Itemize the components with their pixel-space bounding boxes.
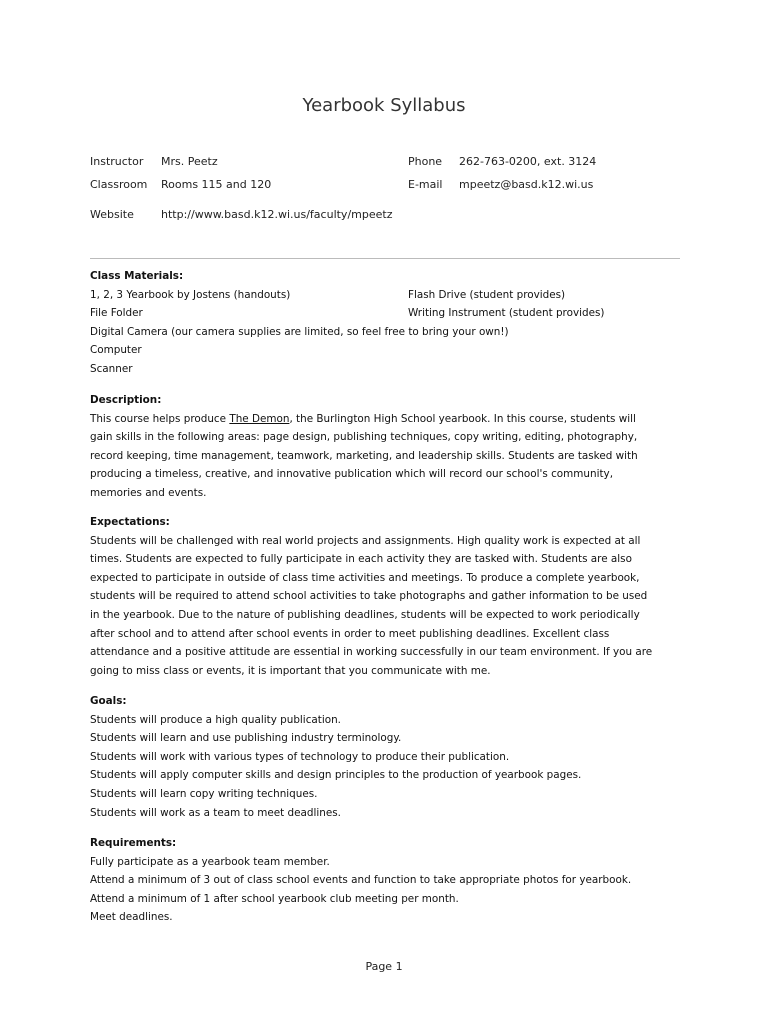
expectations-line: times. Students are expected to fully participate in each activity they are tasked with. Students are also	[90, 553, 632, 566]
requirements-line: Attend a minimum of 3 out of class school events and function to take appropriate photos for yearbook.	[90, 874, 632, 887]
expectations-line: expected to participate in outside of class time activities and meetings. To produce a complete yearbook,	[90, 571, 640, 584]
requirements-line: Attend a minimum of 1 after school yearbook club meeting per month.	[90, 892, 459, 905]
expectations-line: Students will be challenged with real world projects and assignments. High quality work is expected at all	[90, 534, 641, 547]
materials-item: 1, 2, 3 Yearbook by Jostens (handouts)	[90, 288, 291, 301]
materials-item: File Folder	[90, 307, 143, 320]
expectations-heading: Expectations:	[90, 516, 170, 528]
description-text: This course helps produce	[90, 412, 230, 425]
classroom-label: Classroom	[90, 178, 148, 191]
materials-row	[90, 286, 690, 305]
description-line: memories and events.	[90, 486, 207, 499]
email-value: mpeetz@basd.k12.wi.us	[459, 178, 594, 191]
website-label: Website	[90, 208, 134, 221]
expectations-section	[90, 513, 690, 680]
materials-item: Scanner	[90, 362, 133, 375]
expectations-line: attendance and a positive attitude are essential in working successfully in our team environment. If you are	[90, 646, 653, 659]
yearbook-name: The Demon	[229, 412, 290, 425]
goals-line: Students will produce a high quality publication.	[90, 713, 341, 726]
description-section	[90, 391, 690, 503]
goals-line: Students will work as a team to meet deadlines.	[90, 806, 341, 819]
materials-heading: Class Materials:	[90, 270, 184, 282]
instructor-value: Mrs. Peetz	[161, 155, 218, 168]
description-text: , the Burlington High School yearbook. In this course, students will	[289, 412, 636, 425]
goals-section	[90, 692, 690, 822]
goals-line: Students will learn copy writing techniques.	[90, 787, 318, 800]
materials-item: Writing Instrument (student provides)	[408, 307, 605, 320]
page-number: Page 1	[365, 960, 403, 973]
expectations-line: in the yearbook. Due to the nature of publishing deadlines, students will be expected to work periodically	[90, 608, 640, 621]
document-title: Yearbook Syllabus	[302, 95, 466, 116]
description-line: producing a timeless, creative, and innovative publication which will record our school's community,	[90, 468, 613, 481]
phone-value: 262-763-0200, ext. 3124	[459, 155, 597, 168]
goals-line: Students will apply computer skills and design principles to the production of yearbook pages.	[90, 769, 582, 782]
expectations-line: going to miss class or events, it is important that you communicate with me.	[90, 664, 491, 677]
phone-label: Phone	[408, 155, 443, 168]
divider	[90, 258, 680, 259]
classroom-value: Rooms 115 and 120	[161, 178, 272, 191]
expectations-line: after school and to attend after school events in order to meet publishing deadlines. Excellent class	[90, 627, 610, 640]
website-value: http://www.basd.k12.wi.us/faculty/mpeetz	[161, 208, 393, 221]
description-heading: Description:	[90, 394, 162, 406]
requirements-line: Fully participate as a yearbook team member.	[90, 855, 330, 868]
goals-line: Students will work with various types of technology to produce their publication.	[90, 750, 510, 763]
description-line	[90, 410, 690, 429]
expectations-line: students will be required to attend school activities to take photographs and gather information to be used	[90, 590, 648, 603]
instructor-label: Instructor	[90, 155, 144, 168]
description-line: record keeping, time management, teamwork, marketing, and leadership skills. Students are tasked with	[90, 449, 638, 462]
description-line: gain skills in the following areas: page design, publishing techniques, copy writing, editing, photography,	[90, 431, 638, 444]
requirements-section	[90, 834, 690, 927]
goals-line: Students will learn and use publishing industry terminology.	[90, 732, 402, 745]
materials-row	[90, 304, 690, 323]
materials-item: Computer	[90, 344, 142, 357]
requirements-heading: Requirements:	[90, 837, 177, 849]
materials-section	[90, 267, 690, 379]
materials-item: Digital Camera (our camera supplies are limited, so feel free to bring your own!)	[90, 325, 509, 338]
goals-heading: Goals:	[90, 695, 127, 707]
materials-item: Flash Drive (student provides)	[408, 288, 566, 301]
email-label: E-mail	[408, 178, 443, 191]
requirements-line: Meet deadlines.	[90, 911, 173, 924]
